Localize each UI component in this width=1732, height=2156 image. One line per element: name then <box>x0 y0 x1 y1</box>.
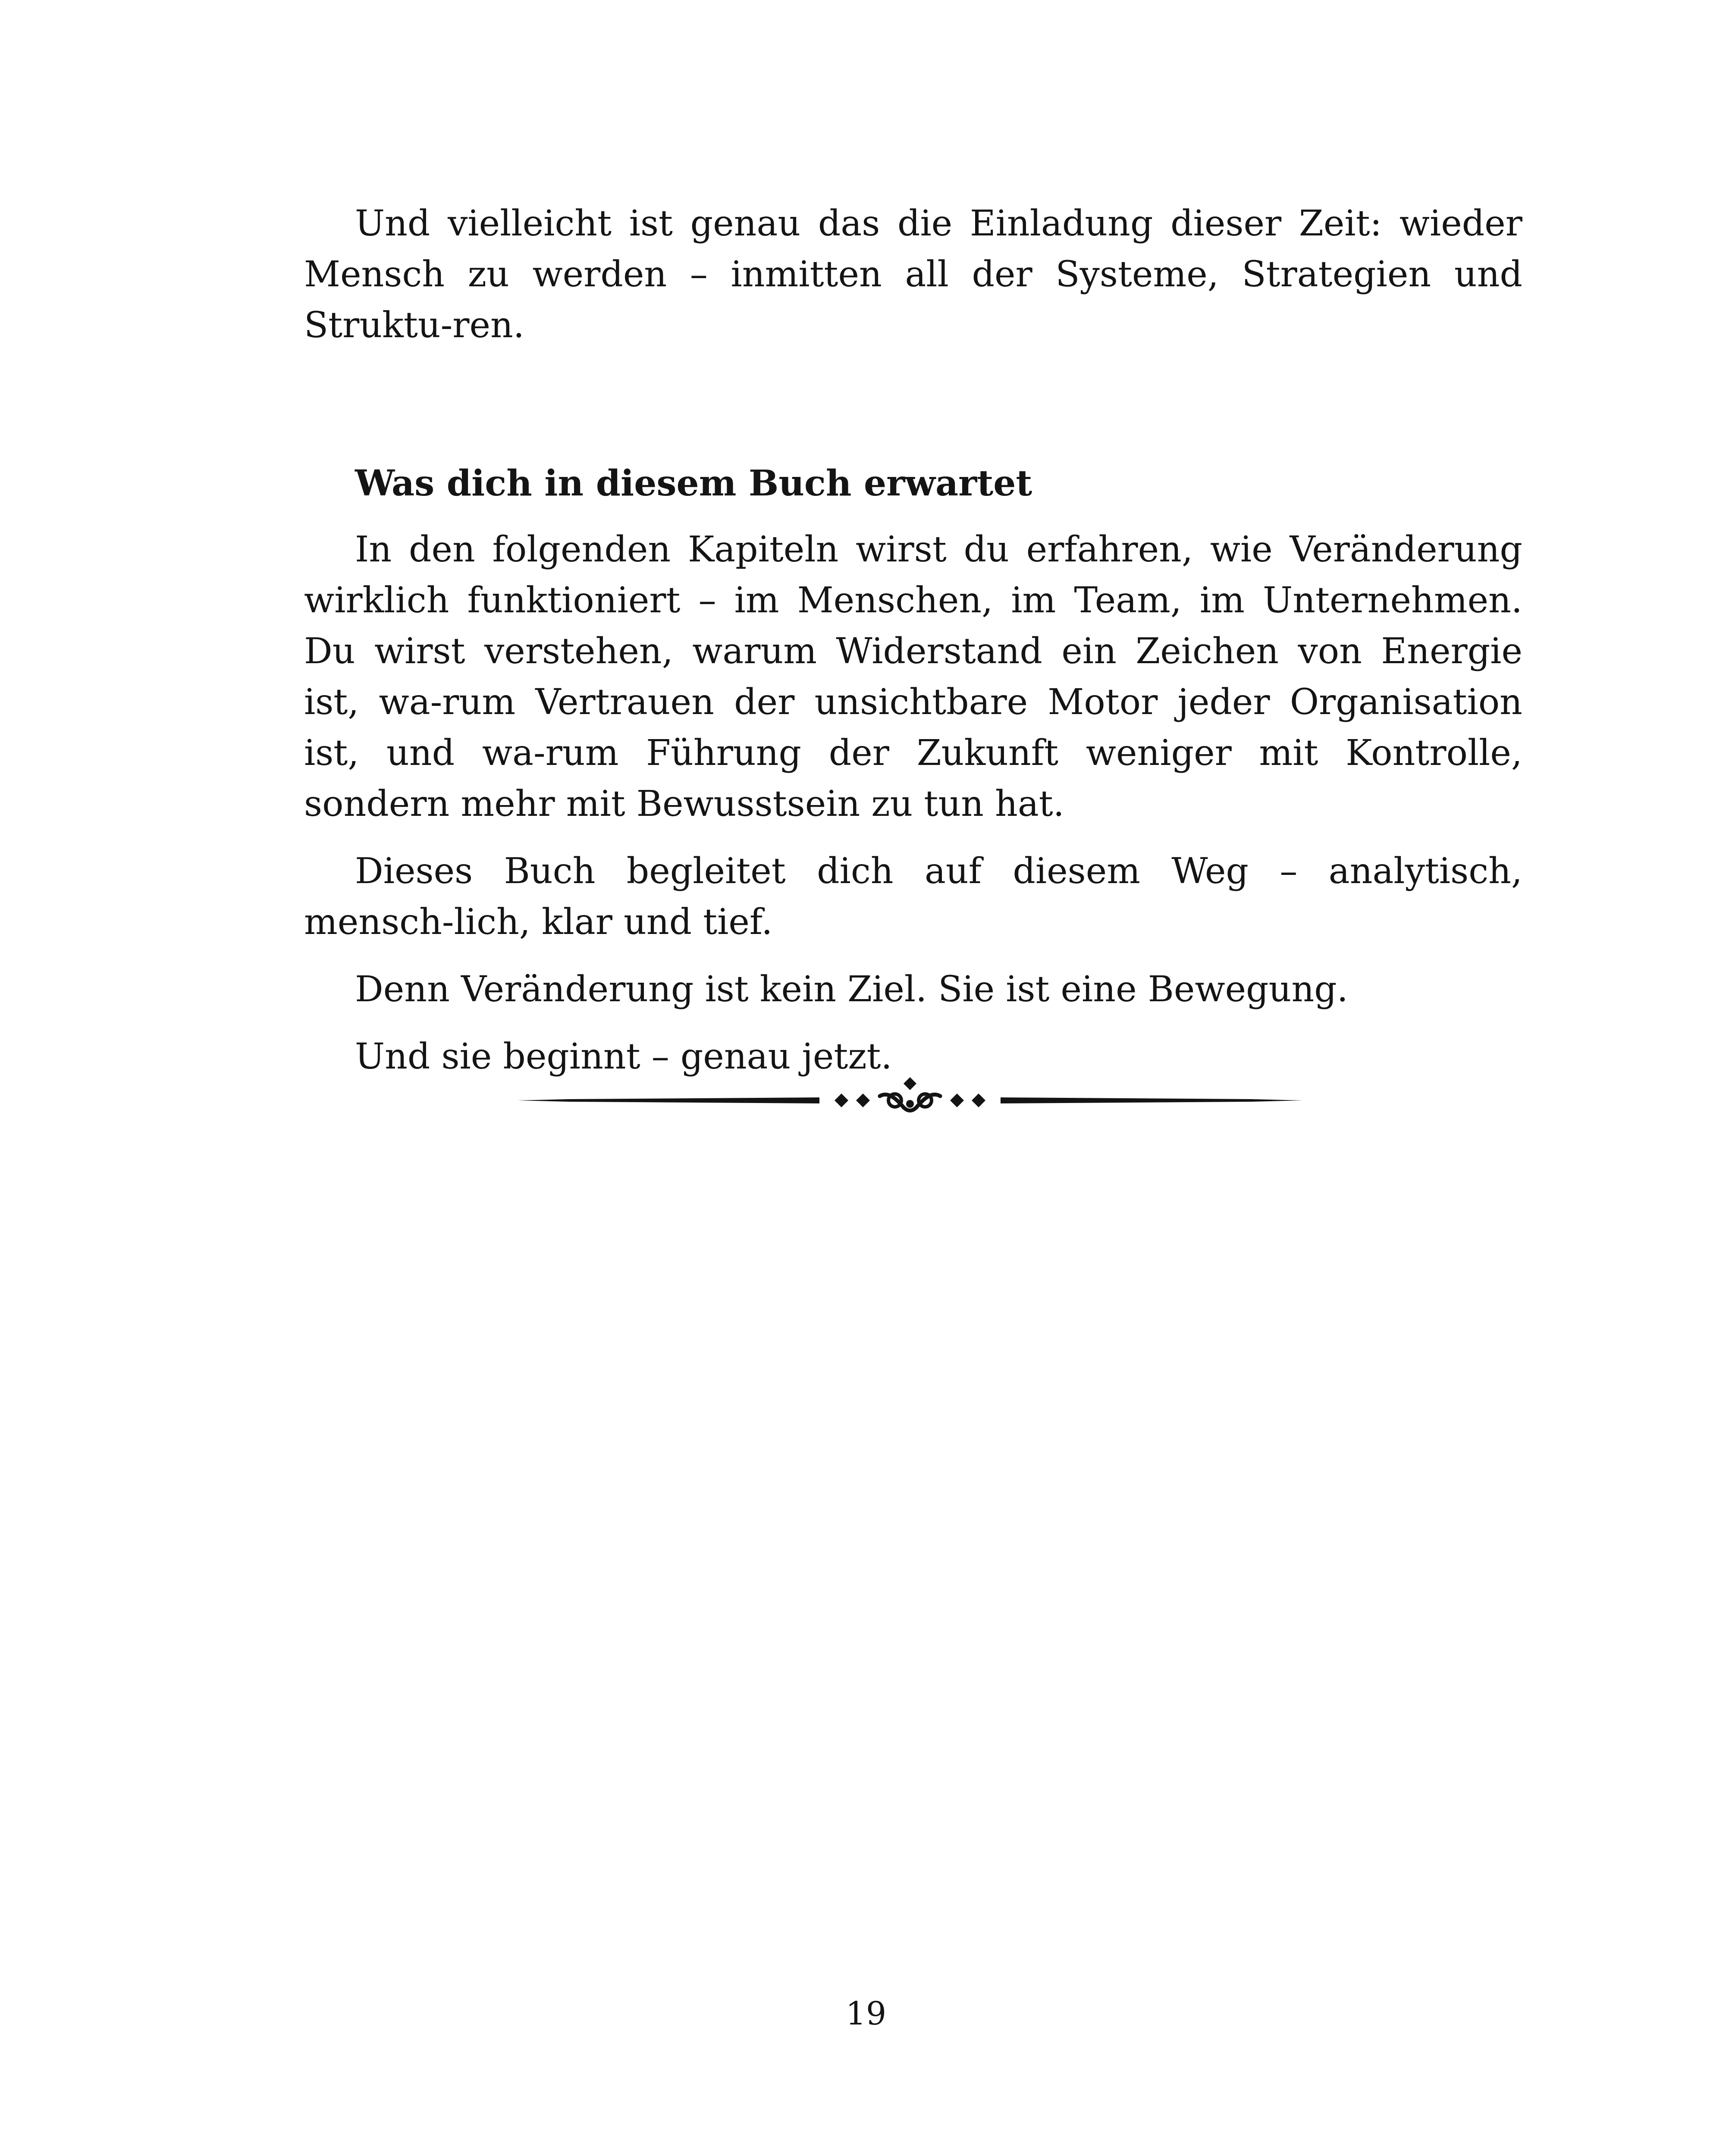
paragraph-intro: Und vielleicht ist genau das die Einladung dieser Zeit: wieder Mensch zu werden – inmitten all der Systeme, Strategien und Struktu-ren. <box>304 203 1522 346</box>
body-text <box>304 198 1522 1082</box>
paragraph-chapters: In den folgenden Kapiteln wirst du erfahren, wie Veränderung wirklich funktioniert – im Menschen, im Team, im Unternehmen. Du wirst verstehen, warum Widerstand ein Zeichen von Energie ist, wa-rum Vertrauen der unsichtbare Motor jeder Organisation ist, und wa-rum Führung der Zukunft weniger mit Kontrolle, sondern mehr mit Bewusstsein zu tun hat. <box>304 529 1522 824</box>
paragraph-change: Denn Veränderung ist kein Ziel. Sie ist eine Bewegung. <box>355 969 1348 1010</box>
flourish-divider-icon <box>518 1074 1302 1125</box>
paragraph-journey: Dieses Buch begleitet dich auf diesem Weg – analytisch, mensch-lich, klar und tief. <box>304 851 1522 943</box>
section-heading: Was dich in diesem Buch erwartet <box>355 463 1032 504</box>
page-number: 19 <box>845 1995 887 2032</box>
paragraph-begin: Und sie beginnt – genau jetzt. <box>355 1036 892 1077</box>
